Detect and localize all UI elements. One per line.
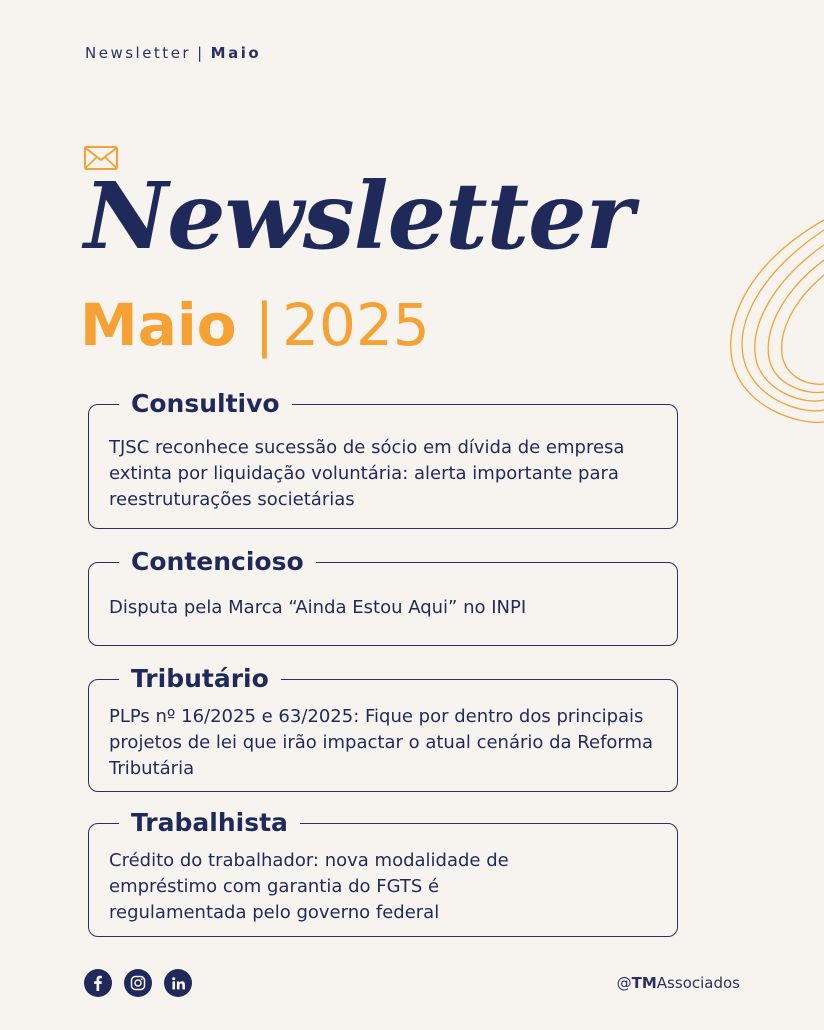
social-links — [84, 969, 192, 997]
handle-rest: Associados — [656, 974, 740, 992]
section-card-tributario — [88, 664, 678, 792]
section-title: Tributário — [119, 661, 281, 697]
hero-month: Maio — [80, 291, 237, 359]
section-text: PLPs nº 16/2025 e 63/2025: Fique por dentro dos principais projetos de lei que irão impactar o atual cenário da Reforma Tributária — [109, 706, 654, 779]
top-label-separator: | — [197, 44, 205, 62]
section-card-contencioso — [88, 547, 678, 646]
top-label-text: Newsletter — [85, 44, 192, 62]
social-handle — [617, 974, 740, 992]
hero-separator: | — [254, 291, 275, 359]
section-card-trabalhista — [88, 808, 678, 937]
section-text: TJSC reconhece sucessão de sócio em dívida de empresa extinta por liquidação voluntária: alerta importante para reestruturações societárias — [109, 437, 625, 510]
top-label-month: Maio — [210, 44, 262, 62]
hero-year: 2025 — [282, 291, 430, 359]
section-card-consultivo — [88, 389, 678, 529]
section-text: Disputa pela Marca “Ainda Estou Aqui” no INPI — [109, 597, 527, 618]
top-label — [85, 44, 261, 62]
facebook-icon[interactable] — [84, 969, 112, 997]
section-text: Crédito do trabalhador: nova modalidade de empréstimo com garantia do FGTS é regulamentada pelo governo federal — [109, 850, 509, 923]
hero-subtitle — [80, 291, 430, 359]
decorative-curves — [724, 210, 824, 430]
hero-title: Newsletter — [84, 162, 634, 270]
section-title: Trabalhista — [119, 805, 300, 841]
handle-bold: TM — [631, 974, 657, 992]
section-title: Contencioso — [119, 544, 316, 580]
instagram-icon[interactable] — [124, 969, 152, 997]
handle-prefix: @ — [616, 974, 632, 992]
linkedin-icon[interactable] — [164, 969, 192, 997]
section-title: Consultivo — [119, 386, 292, 422]
